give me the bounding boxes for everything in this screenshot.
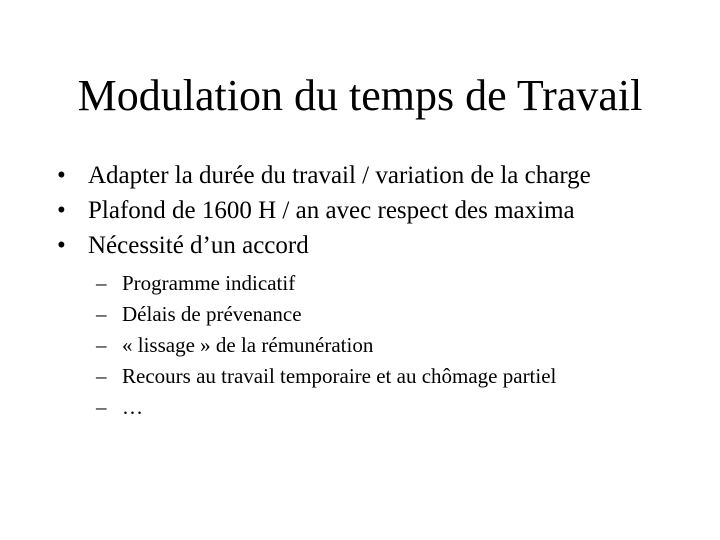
sub-bullet-list [0, 268, 720, 423]
sub-bullet-text: Délais de prévenance [122, 302, 302, 326]
sub-bullet-marker: – [96, 333, 107, 357]
bullet-marker: • [57, 162, 66, 189]
bullet-text: Plafond de 1600 H / an avec respect des maxima [88, 197, 575, 224]
bullet-item [0, 193, 720, 228]
bullet-marker: • [57, 232, 66, 259]
sub-bullet-item [0, 392, 720, 423]
sub-bullet-marker: – [96, 364, 107, 388]
bullet-text: Nécessité d’un accord [88, 232, 309, 259]
sub-bullet-item [0, 330, 720, 361]
sub-bullet-item [0, 268, 720, 299]
sub-bullet-item [0, 361, 720, 392]
sub-bullet-text: Programme indicatif [122, 271, 296, 295]
slide-title: Modulation du temps de Travail [77, 71, 643, 120]
bullet-item [0, 158, 720, 193]
sub-bullet-marker: – [96, 271, 107, 295]
bullet-item [0, 228, 720, 263]
sub-bullet-text: « lissage » de la rémunération [122, 333, 374, 357]
bullet-text: Adapter la durée du travail / variation de la charge [88, 162, 591, 189]
sub-bullet-marker: – [96, 302, 107, 326]
bullet-list [0, 158, 720, 263]
sub-bullet-text: … [122, 395, 143, 419]
sub-bullet-marker: – [96, 395, 107, 419]
bullet-marker: • [57, 197, 66, 224]
sub-bullet-item [0, 299, 720, 330]
sub-bullet-text: Recours au travail temporaire et au chômage partiel [122, 364, 557, 388]
